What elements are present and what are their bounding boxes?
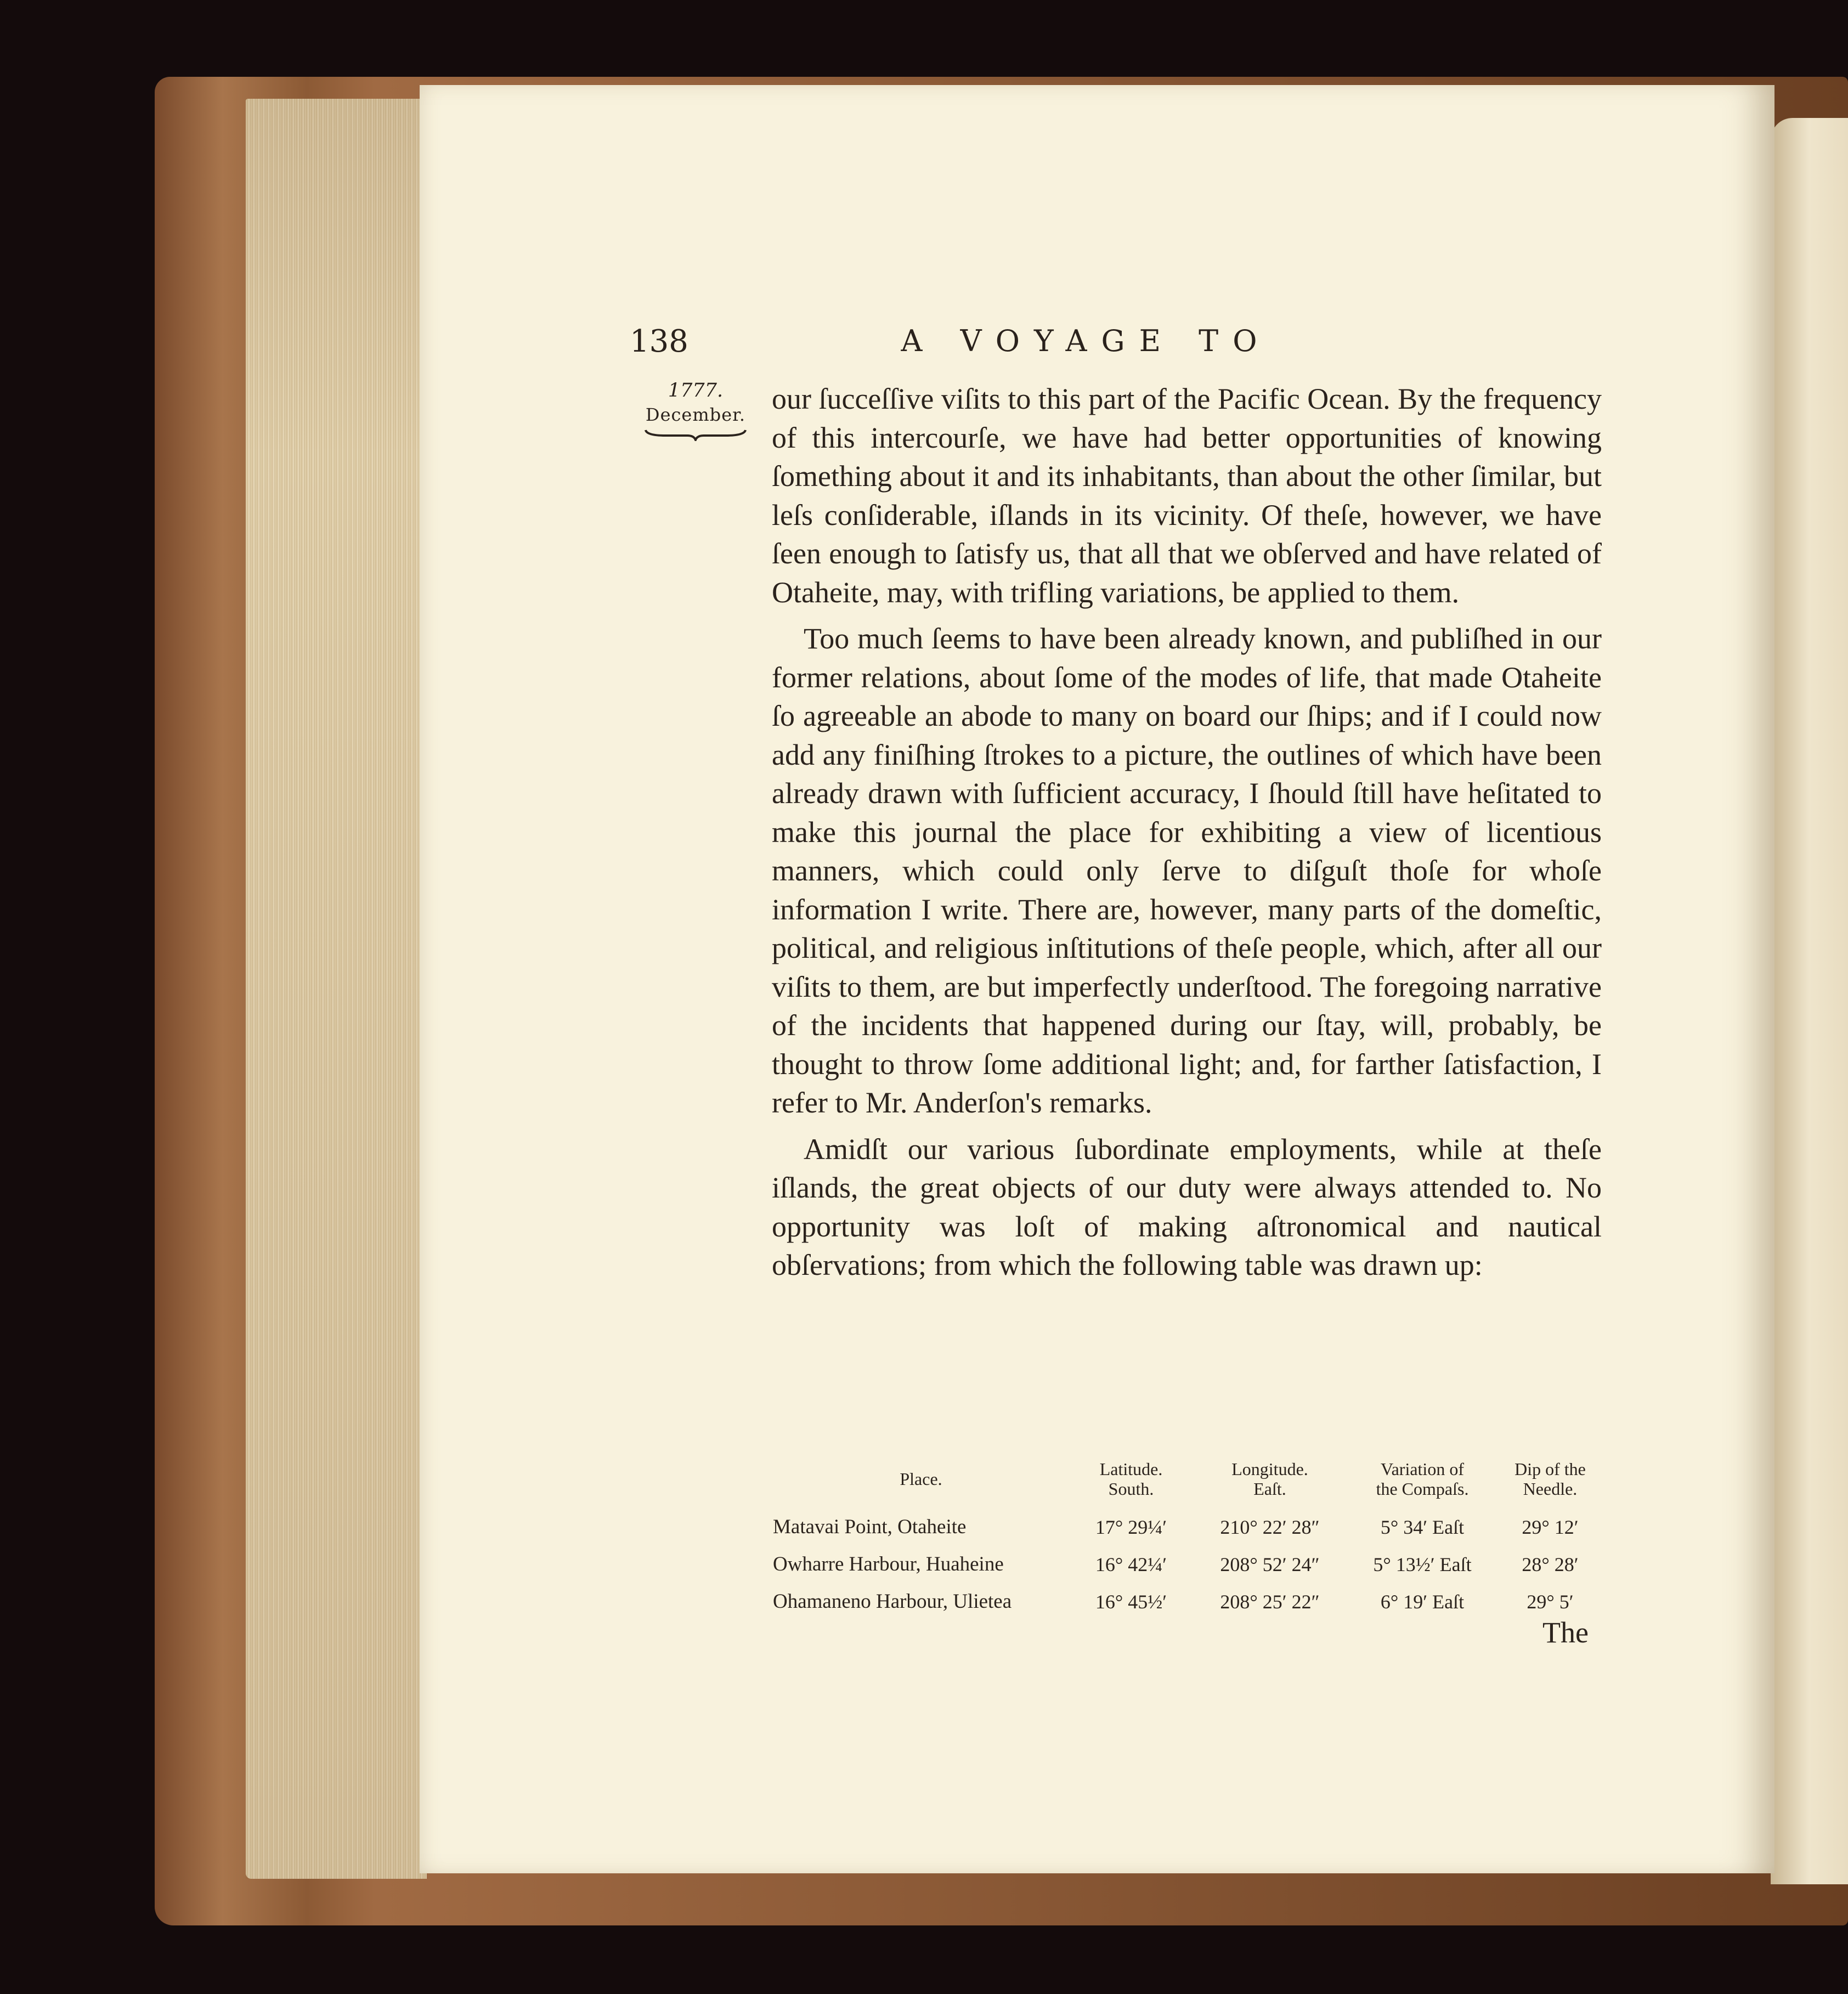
table-row: [771, 1546, 1604, 1583]
header-variation-line2: the Compaſs.: [1376, 1479, 1469, 1499]
paragraph-3: Amidſt our various ſubordinate employments, while at theſe iſlands, the great objects of our duty were always attended to. No opportunity was loſt of making aſtronomical and nautical obſervations; from which the following table was drawn up:: [772, 1132, 1602, 1281]
cell-dip: 29° 12′: [1522, 1516, 1579, 1538]
observations-table: [771, 1459, 1604, 1620]
cell-latitude: 16° 45½′: [1095, 1591, 1167, 1613]
cell-place: Matavai Point, Otaheite: [773, 1516, 967, 1538]
table-header-row: [771, 1459, 1604, 1509]
margin-month: December.: [645, 404, 746, 425]
header-latitude-line1: Latitude.: [1099, 1459, 1163, 1479]
cell-longitude: 210° 22′ 28″: [1220, 1516, 1320, 1538]
header-dip: [1496, 1459, 1604, 1509]
header-dip-line2: Needle.: [1523, 1479, 1578, 1499]
margin-year: 1777.: [668, 380, 724, 402]
cell-place: Owharre Harbour, Huaheine: [773, 1553, 1004, 1575]
header-variation: [1349, 1459, 1496, 1509]
cell-dip: 28° 28′: [1522, 1554, 1579, 1575]
page-number: 138: [630, 324, 688, 359]
catchword: The: [1542, 1616, 1589, 1649]
brace-icon: [643, 428, 748, 441]
cell-variation: 6° 19′ Eaſt: [1380, 1591, 1465, 1613]
cell-dip: 29° 5′: [1527, 1591, 1574, 1613]
header-longitude-line2: Eaſt.: [1253, 1479, 1286, 1499]
margin-date-note: [641, 379, 750, 441]
cell-latitude: 17° 29¼′: [1095, 1516, 1167, 1538]
header-longitude-line1: Longitude.: [1231, 1459, 1308, 1479]
cell-latitude: 16° 42¼′: [1095, 1554, 1167, 1575]
cell-variation: 5° 34′ Eaſt: [1380, 1516, 1465, 1538]
cell-place: Ohamaneno Harbour, Ulietea: [773, 1590, 1012, 1613]
paragraph-1: our ſucceſſive viſits to this part of the Pacific Ocean. By the frequency of this intercourſe, we have had better opportunities of knowing ſomething about it and its inhabitants, than about the other ſimilar, but leſs conſiderable, iſlands in its vicinity. Of theſe, however, we have ſeen enough to ſatisfy us, that all that we obſerved and have related of Otaheite, may, with trifling variations, be applied to them.: [772, 382, 1602, 609]
page-edges: [246, 99, 427, 1879]
paragraph-2: Too much ſeems to have been already known, and publiſhed in our former relations, about ſome of the modes of life, that made Otaheite ſo agreeable an abode to many on board our ſhips; and if I could now add any finiſhing ſtrokes to a picture, the outlines of which have been already drawn with ſufficient accuracy, I ſhould ſtill have heſitated to make this journal the place for exhibiting a view of licentious manners, which could only ſerve to diſguſt thoſe for whoſe information I write. There are, however, many parts of the domeſtic, political, and religious inſtitutions of theſe people, which, after all our viſits to them, are but imperfectly underſtood. The foregoing narrative of the incidents that happened during our ſtay, will, probably, be thought to throw ſome additional light; and, for farther ſatisfaction, I refer to Mr. Anderſon's remarks.: [772, 622, 1602, 1119]
facing-page-edge: [1771, 118, 1848, 1884]
header-longitude: [1191, 1459, 1349, 1509]
table-row: [771, 1509, 1604, 1546]
cell-longitude: 208° 52′ 24″: [1220, 1554, 1320, 1575]
header-place: Place.: [900, 1469, 942, 1489]
header-latitude: [1071, 1459, 1191, 1509]
header-dip-line1: Dip of the: [1514, 1459, 1586, 1479]
body-text: [772, 380, 1602, 1285]
header-variation-line1: Variation of: [1381, 1459, 1464, 1479]
table-row: [771, 1583, 1604, 1620]
cell-longitude: 208° 25′ 22″: [1220, 1591, 1320, 1613]
running-title: A VOYAGE TO: [901, 324, 1271, 358]
cell-variation: 5° 13½′ Eaſt: [1373, 1554, 1472, 1575]
header-latitude-line2: South.: [1108, 1479, 1154, 1499]
